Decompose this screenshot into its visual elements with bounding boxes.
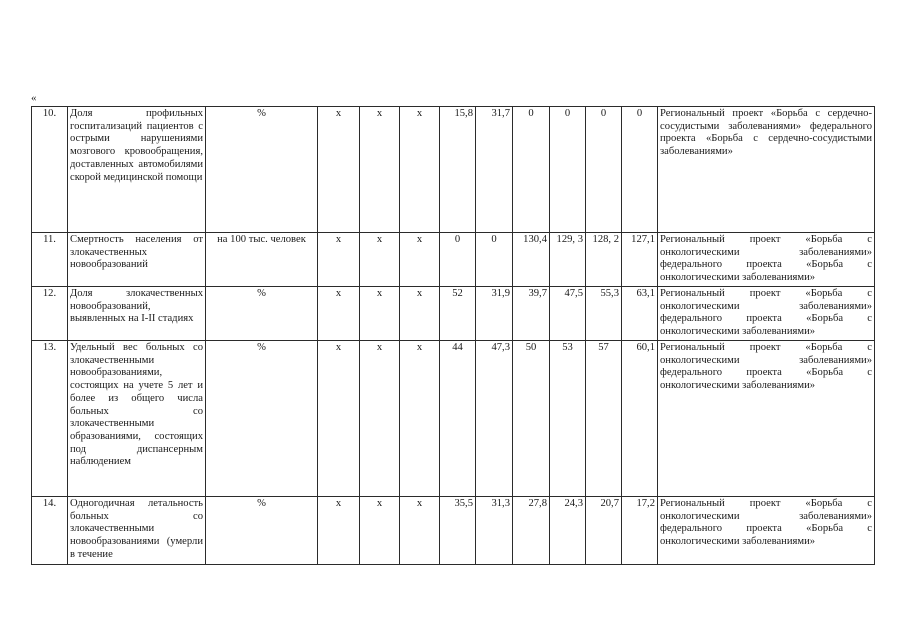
value-cell: 129, 3: [550, 233, 586, 287]
indicator-name: Смертность населения от злокачественных новообразований: [68, 233, 206, 287]
indicator-name: Доля профильных госпитализаций пациентов с острыми нарушениями мозгового кровообращения, доставленных автомобилями скорой медицинской помощи: [68, 107, 206, 233]
value-cell: 0: [440, 233, 476, 287]
indicators-table: [31, 106, 875, 565]
indicator-name: Доля злокачественных новообразований, выявленных на I-II стадиях: [68, 287, 206, 341]
row-number: 10.: [32, 107, 68, 233]
value-cell: x: [360, 107, 400, 233]
value-cell: 31,9: [476, 287, 513, 341]
value-cell: x: [400, 287, 440, 341]
value-cell: x: [318, 107, 360, 233]
regional-project: Региональный проект «Борьба с онкологическими заболеваниями» федерального проекта «Борьба с онкологическими заболеваниями»: [658, 341, 875, 497]
regional-project: Региональный проект «Борьба с онкологическими заболеваниями» федерального проекта «Борьба с онкологическими заболеваниями»: [658, 287, 875, 341]
value-cell: 15,8: [440, 107, 476, 233]
value-cell: 127,1: [622, 233, 658, 287]
value-cell: 0: [586, 107, 622, 233]
value-cell: 52: [440, 287, 476, 341]
indicator-name: Удельный вес больных со злокачественными новообразованиями, состоящих на учете 5 лет и более из общего числа больных со злокачественными образованиями, состоящих под диспансерным наблюдением: [68, 341, 206, 497]
value-cell: 17,2: [622, 497, 658, 565]
value-cell: x: [318, 497, 360, 565]
value-cell: 57: [586, 341, 622, 497]
regional-project: Региональный проект «Борьба с сердечно-сосудистыми заболеваниями» федерального проекта «Борьба с сердечно-сосудистыми заболеваниями»: [658, 107, 875, 233]
value-cell: x: [318, 341, 360, 497]
value-cell: x: [400, 107, 440, 233]
value-cell: 55,3: [586, 287, 622, 341]
value-cell: 35,5: [440, 497, 476, 565]
value-cell: 0: [550, 107, 586, 233]
value-cell: 0: [622, 107, 658, 233]
value-cell: x: [400, 233, 440, 287]
unit-of-measure: %: [206, 287, 318, 341]
table-row: [32, 107, 875, 233]
row-number: 13.: [32, 341, 68, 497]
value-cell: 50: [513, 341, 550, 497]
indicator-name: Одногодичная летальность больных со злокачественными новообразованиями (умерли в течение: [68, 497, 206, 565]
value-cell: x: [360, 287, 400, 341]
value-cell: x: [318, 233, 360, 287]
opening-quote-mark: «: [31, 92, 37, 104]
unit-of-measure: %: [206, 341, 318, 497]
value-cell: 60,1: [622, 341, 658, 497]
value-cell: 53: [550, 341, 586, 497]
value-cell: 39,7: [513, 287, 550, 341]
value-cell: 0: [476, 233, 513, 287]
value-cell: 24,3: [550, 497, 586, 565]
value-cell: 0: [513, 107, 550, 233]
value-cell: 128, 2: [586, 233, 622, 287]
table-row: [32, 341, 875, 497]
value-cell: 130,4: [513, 233, 550, 287]
value-cell: 63,1: [622, 287, 658, 341]
row-number: 12.: [32, 287, 68, 341]
table-row: [32, 233, 875, 287]
value-cell: 20,7: [586, 497, 622, 565]
table-row: [32, 287, 875, 341]
value-cell: x: [400, 497, 440, 565]
value-cell: 44: [440, 341, 476, 497]
regional-project: Региональный проект «Борьба с онкологическими заболеваниями» федерального проекта «Борьба с онкологическими заболеваниями»: [658, 497, 875, 565]
unit-of-measure: %: [206, 107, 318, 233]
row-number: 14.: [32, 497, 68, 565]
value-cell: x: [360, 497, 400, 565]
value-cell: x: [360, 233, 400, 287]
unit-of-measure: %: [206, 497, 318, 565]
value-cell: 31,3: [476, 497, 513, 565]
value-cell: 27,8: [513, 497, 550, 565]
row-number: 11.: [32, 233, 68, 287]
value-cell: x: [400, 341, 440, 497]
value-cell: x: [318, 287, 360, 341]
value-cell: 31,7: [476, 107, 513, 233]
value-cell: 47,5: [550, 287, 586, 341]
table-row: [32, 497, 875, 565]
value-cell: 47,3: [476, 341, 513, 497]
unit-of-measure: на 100 тыс. человек: [206, 233, 318, 287]
regional-project: Региональный проект «Борьба с онкологическими заболеваниями» федерального проекта «Борьба с онкологическими заболеваниями»: [658, 233, 875, 287]
value-cell: x: [360, 341, 400, 497]
